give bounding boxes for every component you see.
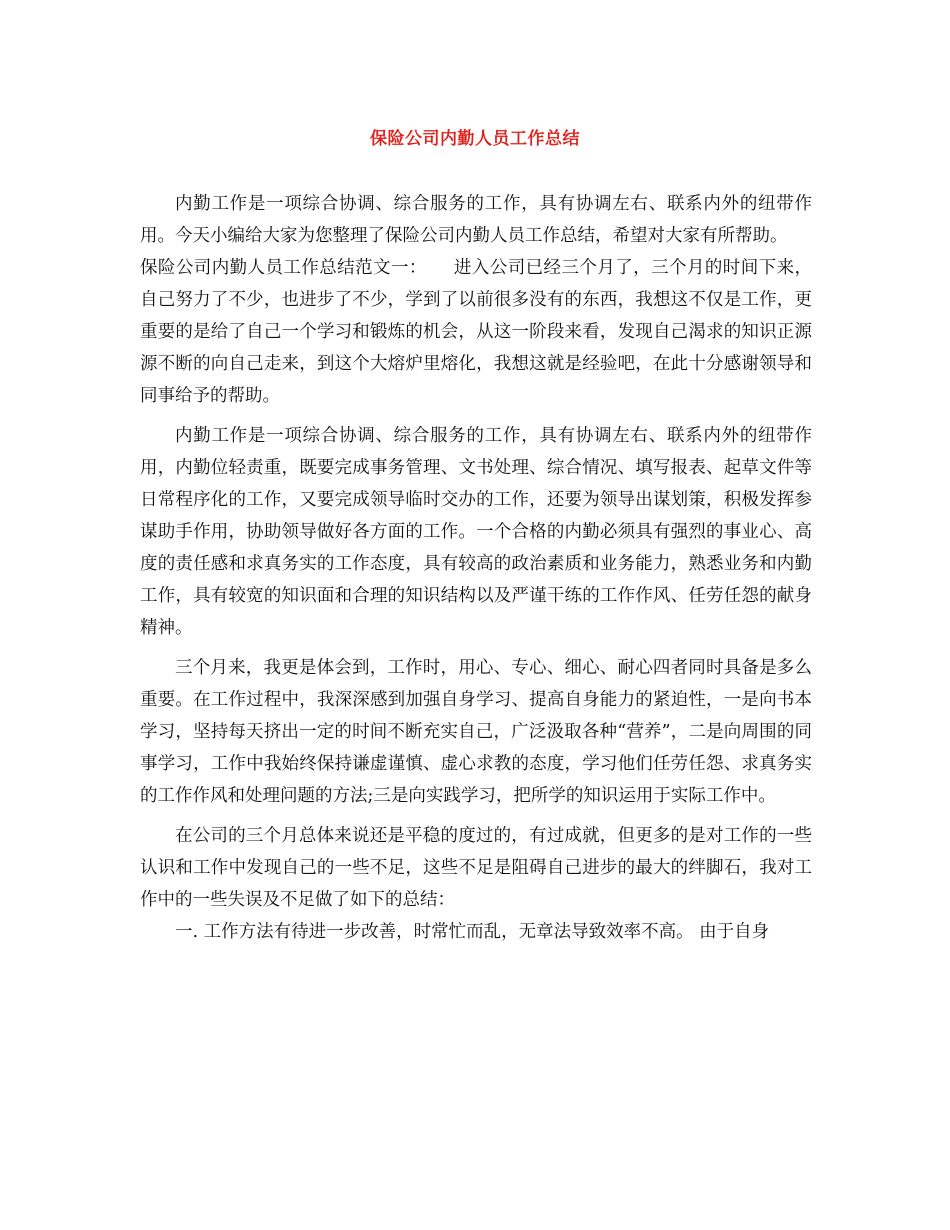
paragraph-learning: 三个月来，我更是体会到，工作时，用心、专心、细心、耐心四者同时具备是多么重要。在工作过程中，我深深感到加强自身学习、提高自身能力的紧迫性，一是向书本学习，坚持每天挤出一定的时间不断充实自己，广泛汲取各种“营养”，二是向周围的同事学习，工作中我始终保持谦虚谨慎、虚心求教的态度，学习他们任劳任怨、求真务实的工作作风和处理问题的方法;三是向实践学习，把所学的知识运用于实际工作中。 bbox=[140, 658, 812, 806]
paragraph-intro: 内勤工作是一项综合协调、综合服务的工作，具有协调左右、联系内外的纽带作用。今天小编给大家为您整理了保险公司内勤人员工作总结，希望对大家有所帮助。 bbox=[140, 194, 812, 246]
document-title: 保险公司内勤人员工作总结 bbox=[370, 129, 580, 149]
document-body bbox=[140, 188, 812, 948]
paragraph-point-one: 一. 工作方法有待进一步改善，时常忙而乱，无章法导致效率不高。 由于自身 bbox=[175, 922, 770, 942]
paragraph-sample-one: 保险公司内勤人员工作总结范文一： 进入公司已经三个月了，三个月的时间下来，自己努力了不少，也进步了不少，学到了以前很多没有的东西，我想这不仅是工作，更重要的是给了自己一个学习和锻炼的机会，从这一阶段来看，发现自己渴求的知识正源源不断的向自己走来，到这个大熔炉里熔化，我想这就是经验吧，在此十分感谢领导和同事给予的帮助。 bbox=[140, 258, 812, 406]
paragraph-duties: 内勤工作是一项综合协调、综合服务的工作，具有协调左右、联系内外的纽带作用，内勤位轻责重，既要完成事务管理、文书处理、综合情况、填写报表、起草文件等日常程序化的工作，又要完成领导临时交办的工作，还要为领导出谋划策，积极发挥参谋助手作用，协助领导做好各方面的工作。一个合格的内勤必须具有强烈的事业心、高度的责任感和求真务实的工作态度，具有较高的政治素质和业务能力，熟悉业务和内勤工作，具有较宽的知识面和合理的知识结构以及严谨干练的工作作风、任劳任怨的献身精神。 bbox=[140, 426, 812, 638]
paragraph-summary: 在公司的三个月总体来说还是平稳的度过的，有过成就，但更多的是对工作的一些认识和工作中发现自己的一些不足，这些不足是阻碍自己进步的最大的绊脚石，我对工作中的一些失误及不足做了如下的总结： bbox=[140, 826, 812, 910]
